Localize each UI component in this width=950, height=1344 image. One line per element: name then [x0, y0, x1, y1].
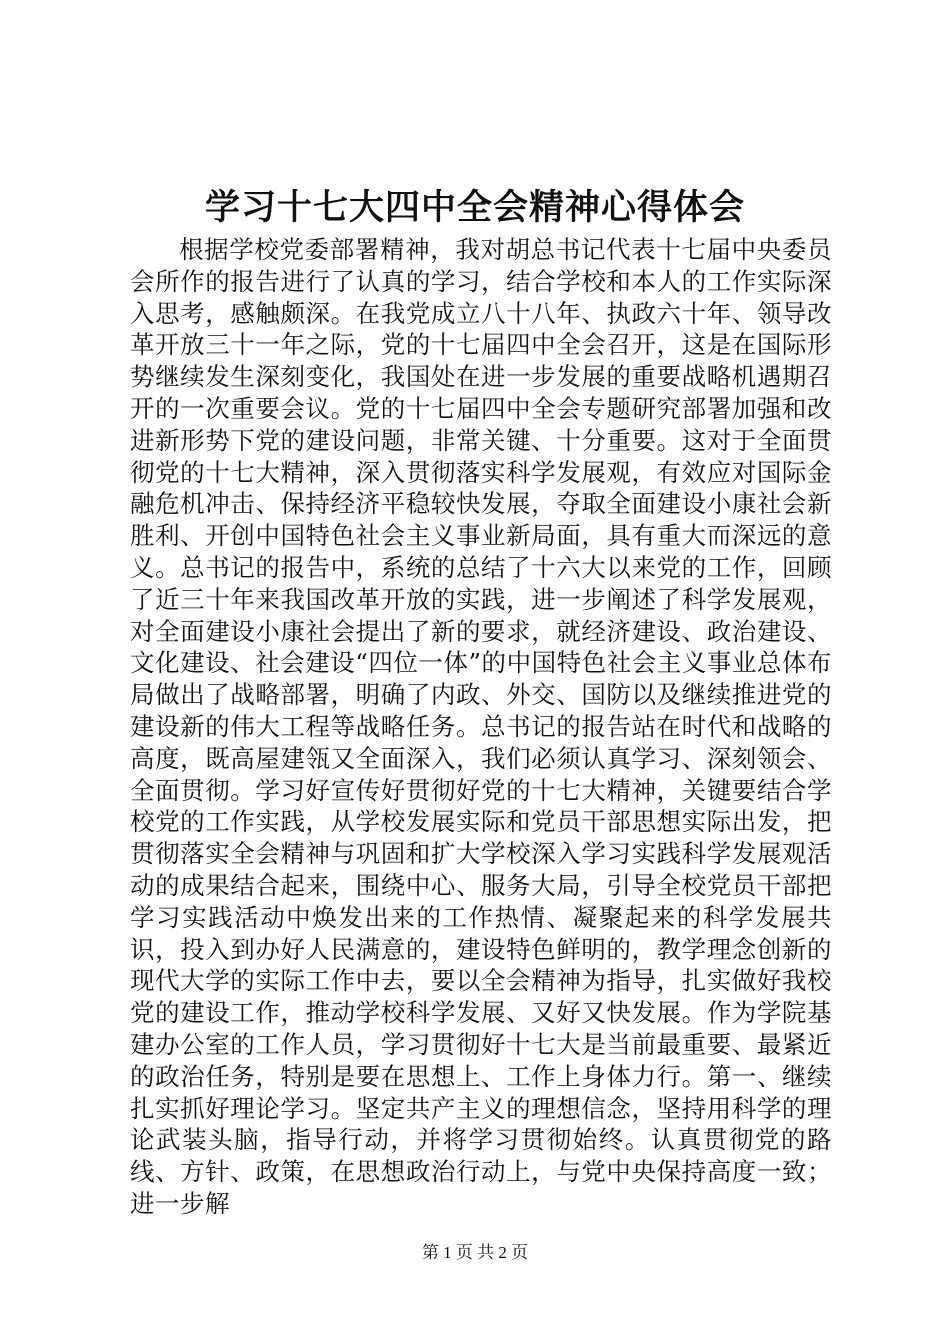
document-title: 学习十七大四中全会精神心得体会	[204, 187, 745, 228]
document-body-paragraph: 根据学校党委部署精神，我对胡总书记代表十七届中央委员会所作的报告进行了认真的学习，结合学校和本人的工作实际深入思考，感触颇深。在我党成立八十八年、执政六十年、领导改革开放三十一年之际，党的十七届四中全会召开，这是在国际形势继续发生深刻变化，我国处在进一步发展的重要战略机遇期召开的一次重要会议。党的十七届四中全会专题研究部署加强和改进新形势下党的建设问题，非常关键、十分重要。这对于全面贯彻党的十七大精神，深入贯彻落实科学发展观，有效应对国际金融危机冲击、保持经济平稳较快发展，夺取全面建设小康社会新胜利、开创中国特色社会主义事业新局面，具有重大而深远的意义。总书记的报告中，系统的总结了十六大以来党的工作，回顾了近三十年来我国改革开放的实践，进一步阐述了科学发展观，对全面建设小康社会提出了新的要求，就经济建设、政治建设、文化建设、社会建设“四位一体”的中国特色社会主义事业总体布局做出了战略部署，明确了内政、外交、国防以及继续推进党的建设新的伟大工程等战略任务。总书记的报告站在时代和战略的高度，既高屋建瓴又全面深入，我们必须认真学习、深刻领会、全面贯彻。学习好宣传好贯彻好党的十七大精神，关键要结合学校党的工作实践，从学校发展实际和党员干部思想实际出发，把贯彻落实全会精神与巩固和扩大学校深入学习实践科学发展观活动的成果结合起来，围绕中心、服务大局，引导全校党员干部把学习实践活动中焕发出来的工作热情、凝聚起来的科学发展共识，投入到办好人民满意的，建设特色鲜明的，教学理念创新的现代大学的实际工作中去，要以全会精神为指导，扎实做好我校党的建设工作，推动学校科学发展、又好又快发展。作为学院基建办公室的工作人员，学习贯彻好十七大是当前最重要、最紧近的政治任务，特别是要在思想上、工作上身体力行。第一、继续扎实抓好理论学习。坚定共产主义的理想信念，坚持用科学的理论武装头脑，指导行动，并将学习贯彻始终。认真贯彻党的路线、方针、政策，在思想政治行动上，与党中央保持高度一致；进一步解	[130, 235, 832, 1218]
page-footer: 第 1 页 共 2 页	[421, 1243, 529, 1262]
